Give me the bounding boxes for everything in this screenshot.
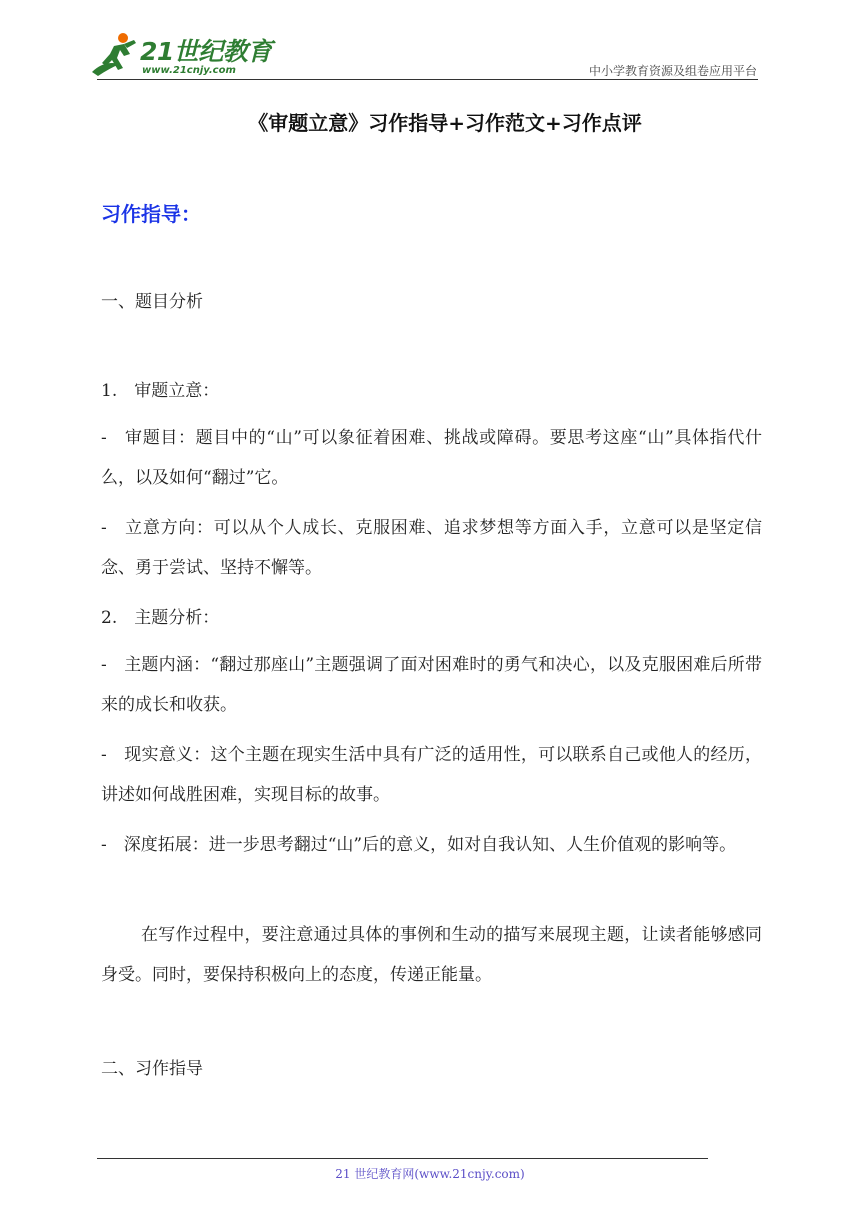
part2-heading: 二、习作指导 xyxy=(101,1059,203,1079)
site-logo[interactable] xyxy=(90,30,280,80)
footer-divider xyxy=(97,1158,708,1159)
part1-heading: 一、题目分析 xyxy=(101,292,203,312)
logo-text: 21世纪教育 xyxy=(140,37,272,66)
item1-bullet-1: - 审题目：题目中的“山”可以象征着困难、挑战或障碍。要思考这座“山”具体指代什么，以及如何“翻过”它。 xyxy=(101,428,762,488)
page-header xyxy=(0,0,860,90)
item1-heading: 1. 审题立意： xyxy=(101,381,220,401)
section-heading: 习作指导： xyxy=(101,202,201,226)
item2-bullet-3: - 深度拓展：进一步思考翻过“山”后的意义，如对自我认知、人生价值观的影响等。 xyxy=(101,835,737,855)
item1-bullet-2: - 立意方向：可以从个人成长、克服困难、追求梦想等方面入手，立意可以是坚定信念、勇于尝试、坚持不懈等。 xyxy=(101,518,762,578)
item2-heading: 2. 主题分析： xyxy=(101,608,220,628)
runner-logo-icon xyxy=(90,30,140,78)
footer-link[interactable]: 21 世纪教育网(www.21cnjy.com) xyxy=(335,1167,525,1181)
summary-paragraph: 在写作过程中，要注意通过具体的事例和生动的描写来展现主题，让读者能够感同身受。同时，要保持积极向上的态度，传递正能量。 xyxy=(101,925,762,985)
header-divider xyxy=(97,79,758,80)
document-title: 《审题立意》习作指导+习作范文+习作点评 xyxy=(248,111,642,135)
logo-url: www.21cnjy.com xyxy=(142,65,236,76)
item2-bullet-2: - 现实意义：这个主题在现实生活中具有广泛的适用性，可以联系自己或他人的经历，讲述如何战胜困难，实现目标的故事。 xyxy=(101,745,762,805)
item2-bullet-1: - 主题内涵：“翻过那座山”主题强调了面对困难时的勇气和决心，以及克服困难后所带来的成长和收获。 xyxy=(101,655,762,715)
platform-tagline: 中小学教育资源及组卷应用平台 xyxy=(588,64,757,78)
